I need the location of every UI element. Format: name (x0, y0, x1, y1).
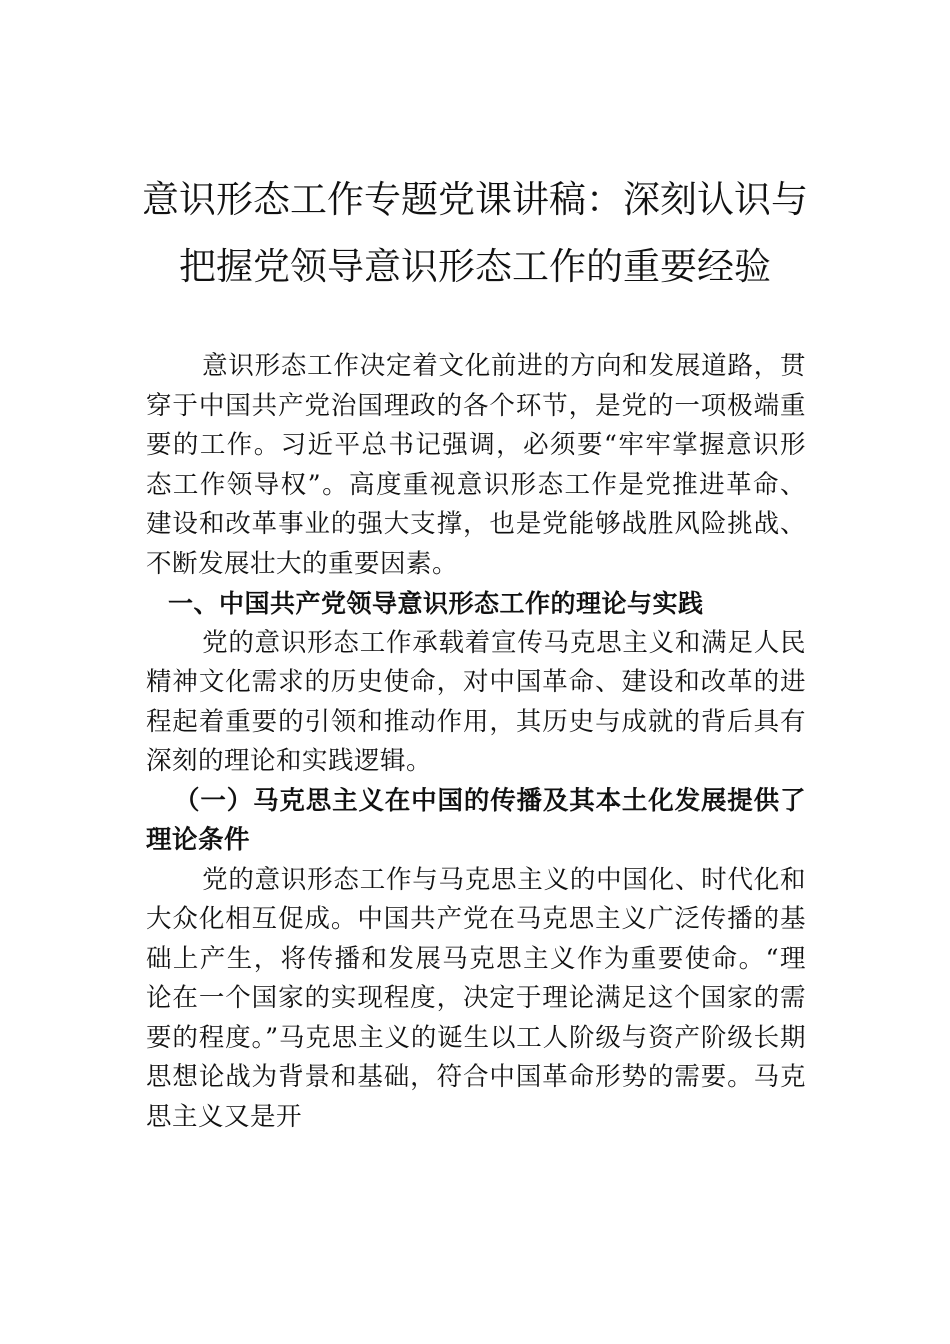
intro-paragraph: 意识形态工作决定着文化前进的方向和发展道路，贯穿于中国共产党治国理政的各个环节，是党的一项极端重要的工作。习近平总书记强调，必须要“牢牢掌握意识形态工作领导权”。高度重视意识形态工作是党推进革命、建设和改革事业的强大支撑，也是党能够战胜风险挑战、不断发展壮大的重要因素。 (146, 351, 806, 579)
section-heading-1: 一、中国共产党领导意识形态工作的理论与实践 (168, 589, 704, 618)
subsection-heading-1: （一）马克思主义在中国的传播及其本土化发展提供了理论条件 (146, 785, 806, 855)
document-title-line-2: 把握党领导意识形态工作的重要经验 (179, 245, 771, 288)
section-1-paragraph: 党的意识形态工作承载着宣传马克思主义和满足人民精神文化需求的历史使命，对中国革命、建设和改革的进程起着重要的引领和推动作用，其历史与成就的背后具有深刻的理论和实践逻辑。 (146, 627, 806, 776)
document-title-line-1: 意识形态工作专题党课讲稿：深刻认识与 (142, 178, 808, 221)
subsection-1-paragraph: 党的意识形态工作与马克思主义的中国化、时代化和大众化相互促成。中国共产党在马克思主义广泛传播的基础上产生，将传播和发展马克思主义作为重要使命。“理论在一个国家的实现程度，决定于理论满足这个国家的需要的程度。”马克思主义的诞生以工人阶级与资产阶级长期思想论战为背景和基础，符合中国革命形势的需要。马克思主义又是开 (146, 864, 806, 1132)
document-body (146, 347, 806, 1137)
